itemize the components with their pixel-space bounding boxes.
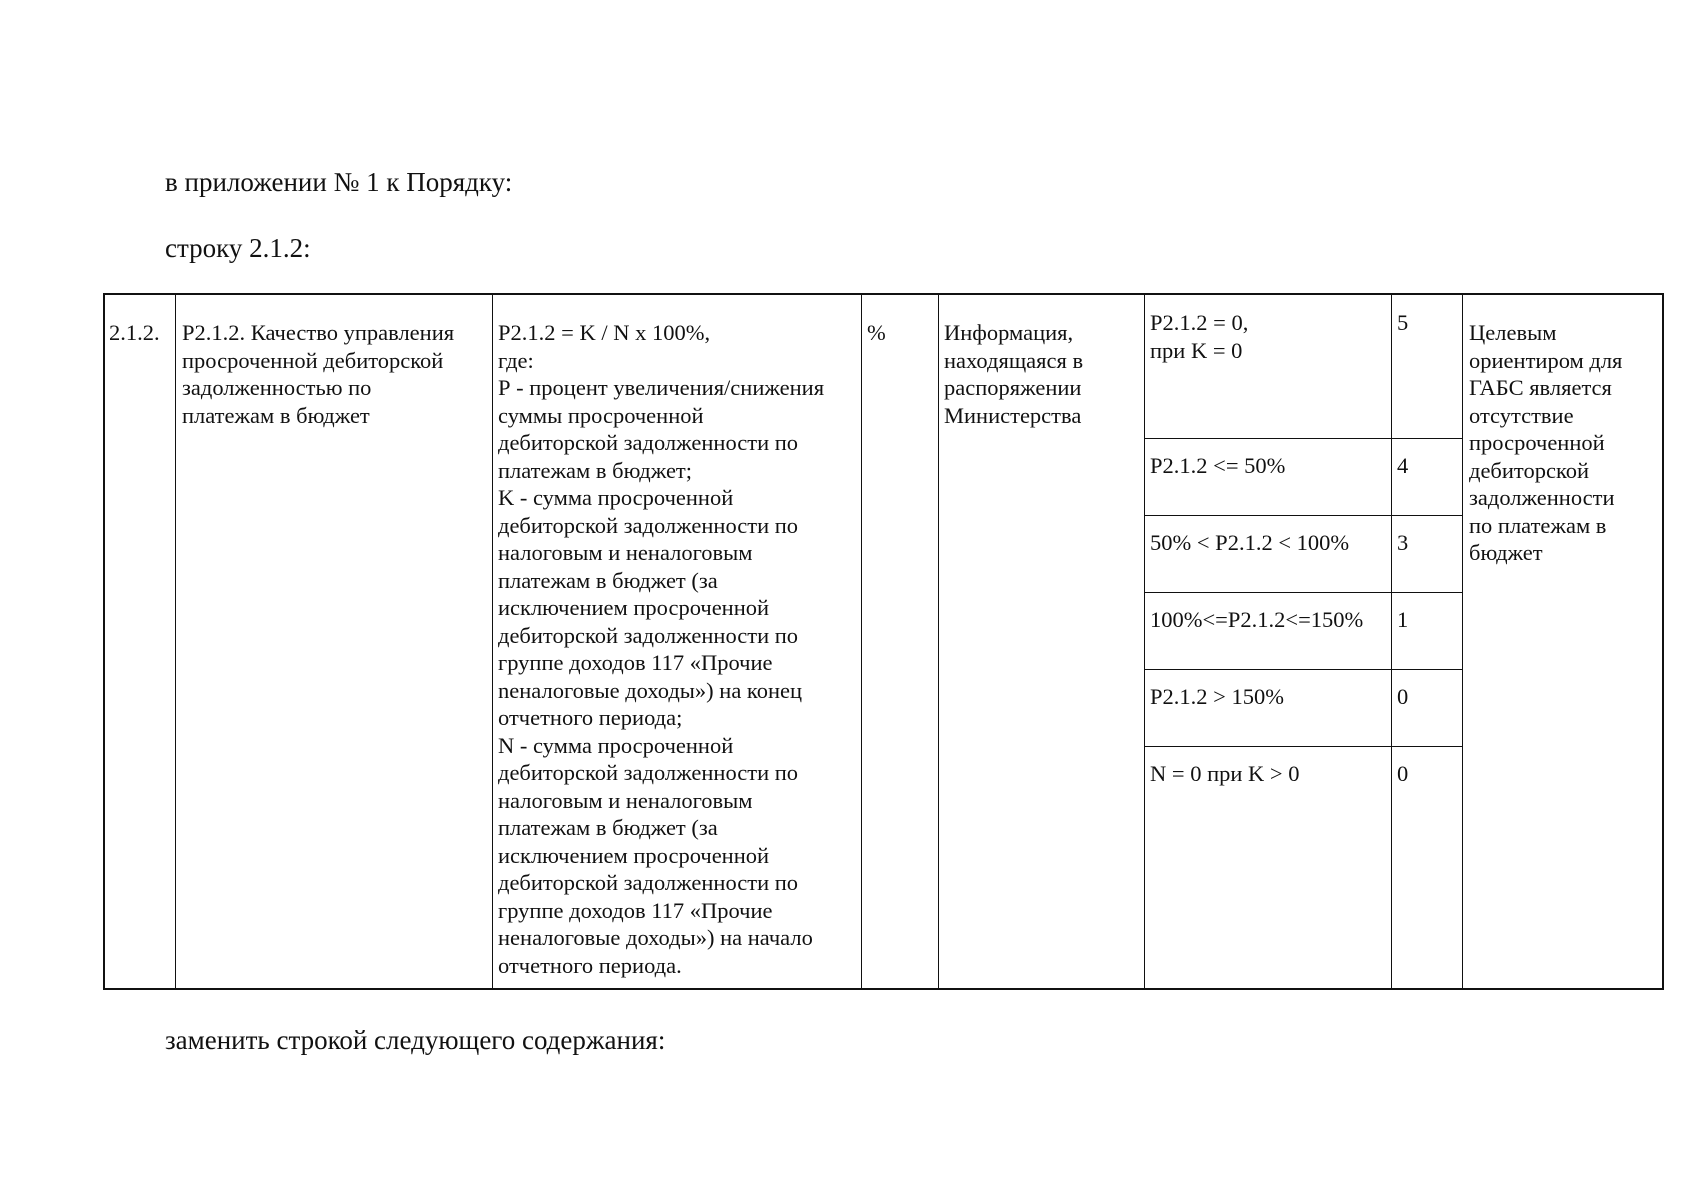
score-3: 3	[1397, 530, 1409, 555]
source-cell: Информация, находящаяся в распоряжении Министерства	[944, 320, 1084, 428]
unit-cell: %	[867, 320, 886, 345]
indicator-name: Р2.1.2. Качество управления просроченной дебиторской задолженностью по платежам в бюджет	[182, 320, 455, 428]
condition-3: 50% < Р2.1.2 < 100%	[1150, 530, 1350, 555]
condition-4: 100%<=Р2.1.2<=150%	[1150, 607, 1364, 632]
condition-5: Р2.1.2 > 150%	[1150, 684, 1284, 709]
score-5: 0	[1397, 684, 1409, 709]
condition-1: Р2.1.2 = 0, при K = 0	[1150, 310, 1249, 363]
intro-line-2: строку 2.1.2:	[165, 233, 311, 263]
intro-line-3: заменить строкой следующего содержания:	[165, 1025, 666, 1055]
indicator-table	[103, 293, 1664, 990]
condition-6: N = 0 при K > 0	[1150, 761, 1300, 786]
score-2: 4	[1397, 453, 1409, 478]
score-6: 0	[1397, 761, 1409, 786]
intro-line-1: в приложении № 1 к Порядку:	[165, 167, 513, 197]
formula-cell: Р2.1.2 = K / N x 100%, где: Р - процент увеличения/снижения суммы просроченной дебиторской задолженности по платежам в бюджет; K - сумма просроченной дебиторской задолженности по налоговым и неналоговым платежам в бюджет (за исключением просроченной дебиторской задолженности по группе доходов 117 «Прочие neналоговые доходы») на конец отчетного периода; N - сумма просроченной дебиторской задолженности по налоговым и неналоговым платежам в бюджет (за исключением просроченной дебиторской задолженности по группе доходов 117 «Прочие неналоговые доходы») на начало отчетного периода.	[498, 320, 825, 978]
row-number: 2.1.2.	[109, 320, 160, 345]
condition-2: Р2.1.2 <= 50%	[1150, 453, 1286, 478]
score-1: 5	[1397, 310, 1409, 335]
target-cell: Целевым ориентиром для ГАБС является отсутствие просроченной дебиторской задолженности по платежам в бюджет	[1469, 320, 1623, 565]
score-4: 1	[1397, 607, 1409, 632]
